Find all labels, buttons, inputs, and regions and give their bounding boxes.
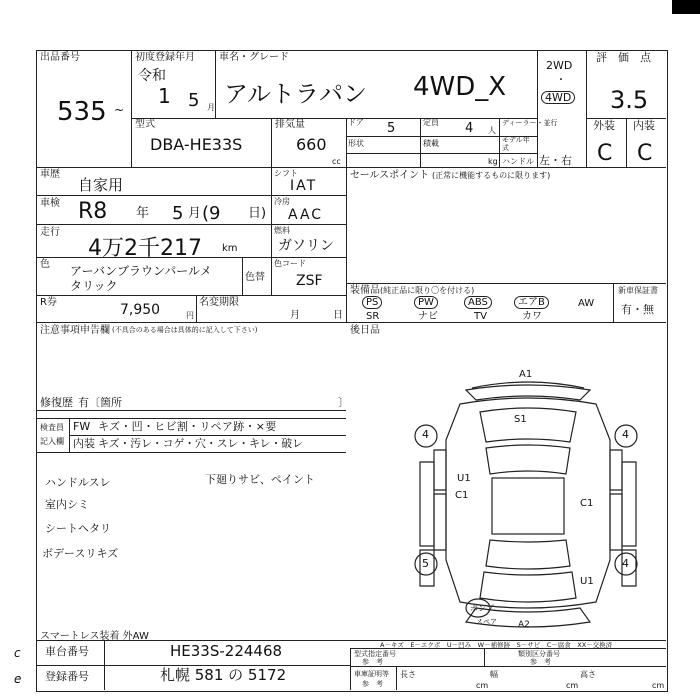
tire-rear-right: 4 bbox=[622, 557, 629, 570]
inspector-label1: 検査員 bbox=[40, 423, 64, 432]
hand-note-3: シートヘタリ bbox=[45, 522, 111, 535]
hand-note-2: 室内シミ bbox=[45, 498, 89, 511]
garage-ref: 参 考 bbox=[362, 680, 383, 688]
equip-aw: AW bbox=[578, 298, 595, 309]
handle-label: ハンドル bbox=[502, 157, 534, 166]
color-name-line2: タリック bbox=[70, 279, 118, 293]
hand-note-bottom: スマートレス装着 外AW bbox=[40, 631, 149, 642]
hand-note-4: ボデースリキズ bbox=[42, 547, 119, 560]
shift-value: IAT bbox=[290, 178, 318, 194]
first-reg-month: 5 bbox=[188, 90, 200, 111]
inspection-month: 5 bbox=[172, 203, 184, 224]
inspection-year-unit: 年 bbox=[136, 206, 150, 221]
recycle-label: R券 bbox=[40, 297, 57, 308]
width-label: 幅 bbox=[490, 670, 498, 679]
handle-value: 左・右 bbox=[539, 154, 572, 167]
repair-label: 修復歴 bbox=[40, 396, 73, 409]
recycle-unit: 円 bbox=[186, 311, 194, 320]
history-value: 自家用 bbox=[78, 176, 124, 194]
equip-sr: SR bbox=[366, 311, 380, 322]
rating-score: 3.5 bbox=[610, 86, 649, 114]
model-label: 型式 bbox=[135, 119, 155, 130]
lot-number: 535 bbox=[57, 97, 107, 127]
sales-point-label: セールスポイント bbox=[350, 170, 430, 181]
equip-abs: ABS bbox=[464, 296, 492, 309]
drive-dot: ・ bbox=[556, 75, 566, 86]
doors-label: ドア bbox=[348, 118, 364, 127]
designation-ref: 参 考 bbox=[362, 658, 383, 666]
fuel-value: ガソリン bbox=[278, 238, 334, 254]
lot-label: 出品番号 bbox=[40, 52, 80, 63]
exterior-label: 外装 bbox=[593, 119, 615, 132]
first-reg-era: 令和 bbox=[138, 68, 166, 84]
category-label: 類別区分番号 bbox=[518, 650, 560, 658]
aftermarket-label: 後日品 bbox=[350, 325, 380, 336]
first-reg-label: 初度登録年月 bbox=[135, 52, 195, 63]
notes-note: (不具合のある場合は具体的に記入して下さい) bbox=[112, 326, 258, 334]
category-ref: 参 考 bbox=[530, 658, 551, 666]
chassis-value: HE33S-224468 bbox=[170, 642, 283, 660]
damage-s1: S1 bbox=[514, 414, 527, 425]
inspector-row2-prefix: 内装 bbox=[73, 437, 95, 450]
capacity-label: 定員 bbox=[423, 118, 439, 127]
plate-value: 札幌 581 の 5172 bbox=[160, 666, 287, 684]
reg-limit-day-unit: 日 bbox=[333, 310, 343, 321]
hand-note-right: 下廻りサビ、ペイント bbox=[205, 473, 315, 486]
car-name-label: 車名・グレード bbox=[219, 52, 289, 63]
damage-u1-right: U1 bbox=[580, 576, 594, 587]
spare-label: ポンプ bbox=[470, 604, 494, 613]
inspection-day-unit: 日) bbox=[248, 206, 267, 221]
aircon-label: 冷房 bbox=[274, 197, 290, 206]
car-name: アルトラパン bbox=[224, 80, 368, 108]
damage-u1-left: U1 bbox=[457, 473, 471, 484]
drive-4wd: 4WD bbox=[541, 91, 575, 104]
inspection-label: 車検 bbox=[40, 198, 60, 209]
history-label: 車歴 bbox=[40, 169, 60, 180]
equip-leather: カワ bbox=[522, 311, 542, 322]
inspector-label2: 記入欄 bbox=[40, 437, 64, 446]
warranty-value: 有・無 bbox=[621, 303, 654, 316]
mileage-value: 4万2千217 bbox=[88, 236, 202, 261]
equip-airbag: エアB bbox=[514, 296, 549, 309]
exterior-grade: C bbox=[597, 141, 613, 166]
left-edge-mark-1: c bbox=[14, 646, 21, 660]
color-code: ZSF bbox=[296, 273, 323, 289]
load-unit: kg bbox=[488, 157, 498, 166]
damage-a2: A2 bbox=[518, 620, 530, 630]
tire-front-right: 4 bbox=[622, 428, 629, 441]
fuel-label: 燃料 bbox=[274, 226, 290, 235]
notes-label: 注意事項申告欄 bbox=[40, 325, 110, 336]
left-edge-mark-2: e bbox=[14, 672, 22, 686]
shift-label: シフト bbox=[274, 169, 298, 178]
first-reg-year: 1 bbox=[158, 84, 171, 108]
repair-label-value: 有〔箇所 bbox=[78, 396, 122, 409]
color-swap-label: 色替 bbox=[245, 272, 265, 283]
equipment-note: (純正品に限り〇を付ける) bbox=[380, 286, 475, 295]
equip-ps: PS bbox=[362, 296, 382, 309]
chassis-label: 車台番号 bbox=[45, 645, 89, 658]
car-diagram bbox=[400, 370, 660, 640]
drive-2wd: 2WD bbox=[546, 59, 573, 72]
inspector-row1: キズ・凹・ヒビ割・リペア跡・×要 bbox=[98, 420, 277, 433]
inspection-day: (9 bbox=[202, 203, 221, 224]
equip-navi: ナビ bbox=[418, 311, 438, 322]
length-unit: cm bbox=[476, 681, 489, 690]
garage-label: 車庫証明等 bbox=[354, 670, 389, 678]
height-unit: cm bbox=[652, 681, 665, 690]
model-year-label: モデル年式 bbox=[502, 136, 530, 152]
spare-sub: スペア bbox=[476, 618, 497, 626]
doors-value: 5 bbox=[387, 121, 396, 136]
reg-limit-label: 名変期限 bbox=[199, 297, 239, 308]
shape-label: 形状 bbox=[348, 139, 364, 148]
load-label: 積載 bbox=[423, 139, 439, 148]
inspection-value: R8 bbox=[78, 199, 108, 224]
designation-label: 型式指定番号 bbox=[354, 650, 396, 658]
equipment-label: 装備品 bbox=[350, 285, 380, 296]
interior-grade: C bbox=[637, 141, 653, 166]
color-label: 色 bbox=[40, 259, 50, 270]
equip-tv: TV bbox=[474, 311, 487, 322]
damage-a1: A1 bbox=[519, 369, 533, 380]
capacity-unit: 人 bbox=[488, 126, 496, 135]
plate-label: 登録番号 bbox=[45, 670, 89, 683]
displacement-label: 排気量 bbox=[275, 119, 305, 130]
color-name-line1: アーバンブラウンパールメ bbox=[70, 264, 212, 278]
equipment-items bbox=[352, 296, 610, 322]
rating-label: 評 価 点 bbox=[596, 51, 651, 64]
warranty-label: 新車保証書 bbox=[618, 286, 658, 295]
mileage-label: 走行 bbox=[40, 227, 60, 238]
color-code-label: 色コード bbox=[274, 259, 306, 268]
damage-c1-left: C1 bbox=[455, 490, 469, 501]
inspection-month-unit: 月 bbox=[188, 206, 202, 221]
length-label: 長さ bbox=[400, 670, 416, 679]
aircon-value: AAC bbox=[288, 207, 324, 223]
tire-front-left: 4 bbox=[422, 428, 429, 441]
hand-note-1: ハンドルスレ bbox=[45, 476, 111, 489]
displacement-unit: cc bbox=[332, 157, 341, 166]
dealer-label: ディーラー・並行 bbox=[502, 119, 558, 127]
capacity-value: 4 bbox=[465, 121, 474, 136]
inspector-row1-prefix: FW bbox=[73, 420, 91, 433]
corner-mark bbox=[672, 0, 700, 14]
sales-point-note: (正常に機能するものに限ります) bbox=[432, 171, 551, 180]
damage-legend: A－キズ E－エクボ U－凹み W－補修跡 S－サビ C－腐食 XX－交換済 bbox=[380, 641, 613, 649]
recycle-value: 7,950 bbox=[120, 302, 161, 318]
equip-pw: PW bbox=[414, 296, 438, 309]
width-unit: cm bbox=[566, 681, 579, 690]
height-label: 高さ bbox=[580, 670, 596, 679]
car-grade: 4WD_X bbox=[413, 72, 507, 102]
first-reg-month-unit: 月 bbox=[207, 103, 215, 112]
lot-dash: ~ bbox=[114, 103, 125, 117]
model-value: DBA-HE33S bbox=[150, 135, 243, 154]
inspector-row2: キズ・汚レ・コゲ・穴・スレ・キレ・破レ bbox=[98, 437, 303, 450]
reg-limit-month-unit: 月 bbox=[290, 310, 300, 321]
mileage-unit: km bbox=[222, 243, 238, 254]
displacement-value: 660 bbox=[296, 135, 327, 154]
repair-close: 〕 bbox=[338, 396, 349, 409]
damage-c1-right: C1 bbox=[580, 498, 594, 509]
interior-label: 内装 bbox=[633, 119, 655, 132]
tire-rear-left: 5 bbox=[422, 557, 429, 570]
